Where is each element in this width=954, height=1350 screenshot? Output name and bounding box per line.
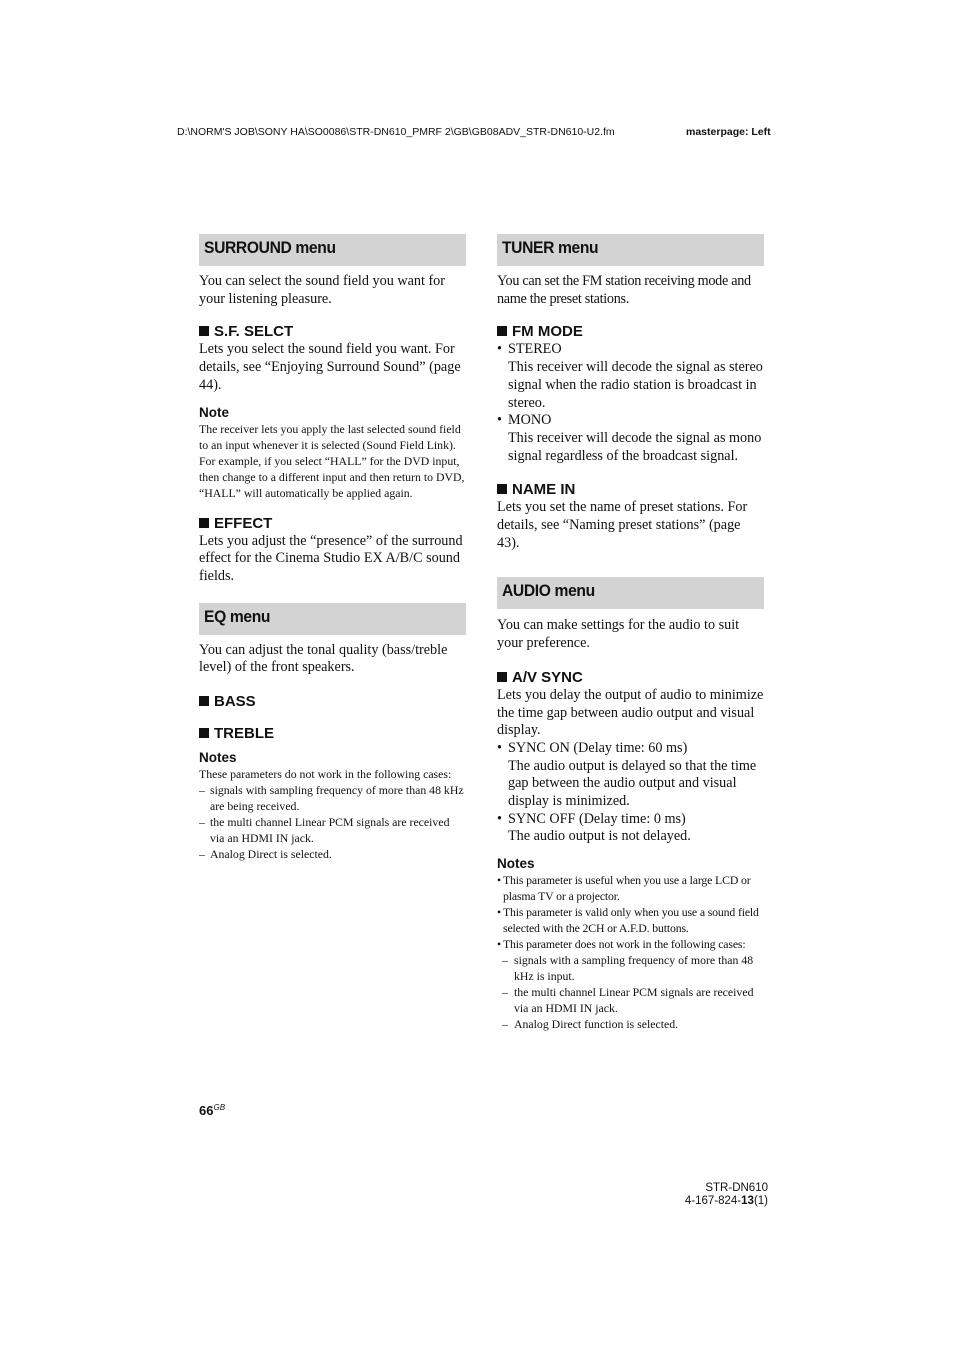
square-bullet-icon xyxy=(497,326,507,336)
model-name: STR-DN610 xyxy=(705,1182,768,1194)
square-bullet-icon xyxy=(199,696,209,706)
list-item: • STEREO This receiver will decode the signal as stereo signal when the radio station is broadcast in stereo. xyxy=(497,341,764,412)
fm-mode-options xyxy=(497,341,764,465)
footer-model-code xyxy=(685,1182,768,1208)
surround-intro: You can select the sound field you want for your listening pleasure. xyxy=(199,273,446,307)
eq-notes-heading: Notes xyxy=(199,750,237,766)
square-bullet-icon xyxy=(497,672,507,682)
surround-note-heading: Note xyxy=(199,404,229,420)
audio-intro: You can make settings for the audio to suit your preference. xyxy=(497,617,740,652)
document-code: 4-167-824-13(1) xyxy=(684,1195,768,1207)
audio-notes-list xyxy=(497,872,764,952)
list-item: • SYNC ON (Delay time: 60 ms) The audio output is delayed so that the time gap between the audio output and visual display is minimized. xyxy=(497,740,764,811)
audio-notes-heading: Notes xyxy=(497,856,535,872)
eq-notes-list xyxy=(199,782,466,862)
list-item: – Analog Direct function is selected. xyxy=(502,1016,764,1032)
effect-heading: EFFECT xyxy=(199,515,466,533)
av-sync-options xyxy=(497,740,764,846)
header-masterpage: masterpage: Left xyxy=(686,126,771,138)
eq-menu-title: EQ menu xyxy=(199,603,466,635)
surround-note-text: The receiver lets you apply the last selected sound field to an input whenever it is selected (Sound Field Link). For example, if you select “HALL” for the DVD input, then change to a different input and then return to DVD, “HALL” will automatically be applied again. xyxy=(199,421,465,500)
tuner-intro: You can set the FM station receiving mode and name the preset stations. xyxy=(497,273,751,307)
bass-heading: BASS xyxy=(199,693,466,711)
square-bullet-icon xyxy=(199,326,209,336)
audio-notes-sublist xyxy=(497,952,764,1032)
square-bullet-icon xyxy=(497,484,507,494)
list-item: • This parameter does not work in the following cases: xyxy=(497,936,764,952)
sf-selct-text: Lets you select the sound field you want. For details, see “Enjoying Surround Sound” (page 44). xyxy=(199,341,461,393)
list-item: • This parameter is valid only when you use a sound field selected with the 2CH or A.F.D. buttons. xyxy=(497,904,764,936)
fm-mode-heading: FM MODE xyxy=(497,323,764,341)
left-column xyxy=(199,234,466,862)
list-item: • SYNC OFF (Delay time: 0 ms) The audio output is not delayed. xyxy=(497,811,764,846)
audio-menu-title: AUDIO menu xyxy=(497,577,764,609)
list-item: • This parameter is useful when you use a large LCD or plasma TV or a projector. xyxy=(497,872,764,904)
list-item: – signals with a sampling frequency of more than 48 kHz is input. xyxy=(502,952,764,984)
av-sync-heading: A/V SYNC xyxy=(497,669,764,687)
right-column xyxy=(497,234,764,1032)
name-in-text: Lets you set the name of preset stations. For details, see “Naming preset stations” (page 43). xyxy=(497,499,748,551)
av-sync-text: Lets you delay the output of audio to minimize the time gap between audio output and visual display. xyxy=(497,686,764,739)
sf-selct-heading: S.F. SELCT xyxy=(199,323,466,341)
tuner-menu-title: TUNER menu xyxy=(497,234,764,266)
eq-intro: You can adjust the tonal quality (bass/treble level) of the front speakers. xyxy=(199,641,448,676)
square-bullet-icon xyxy=(199,518,209,528)
header-file-path: D:\NORM'S JOB\SONY HA\SO0086\STR-DN610_PMRF 2\GB\GB08ADV_STR-DN610-U2.fm xyxy=(177,126,615,138)
list-item: – signals with sampling frequency of more than 48 kHz are being received. xyxy=(199,782,466,814)
list-item: – the multi channel Linear PCM signals are received via an HDMI IN jack. xyxy=(199,814,466,846)
treble-heading: TREBLE xyxy=(199,725,466,743)
surround-menu-title: SURROUND menu xyxy=(199,234,466,266)
page-number: $66^{GB}$ xyxy=(199,1103,226,1118)
list-item: – the multi channel Linear PCM signals are received via an HDMI IN jack. xyxy=(502,984,764,1016)
list-item: – Analog Direct is selected. xyxy=(199,846,466,862)
effect-text: Lets you adjust the “presence” of the surround effect for the Cinema Studio EX A/B/C sound fields. xyxy=(199,532,463,584)
name-in-heading: NAME IN xyxy=(497,481,764,499)
square-bullet-icon xyxy=(199,728,209,738)
eq-notes-intro: These parameters do not work in the following cases: xyxy=(199,767,452,782)
list-item: • MONO This receiver will decode the signal as mono signal regardless of the broadcast signal. xyxy=(497,412,764,465)
